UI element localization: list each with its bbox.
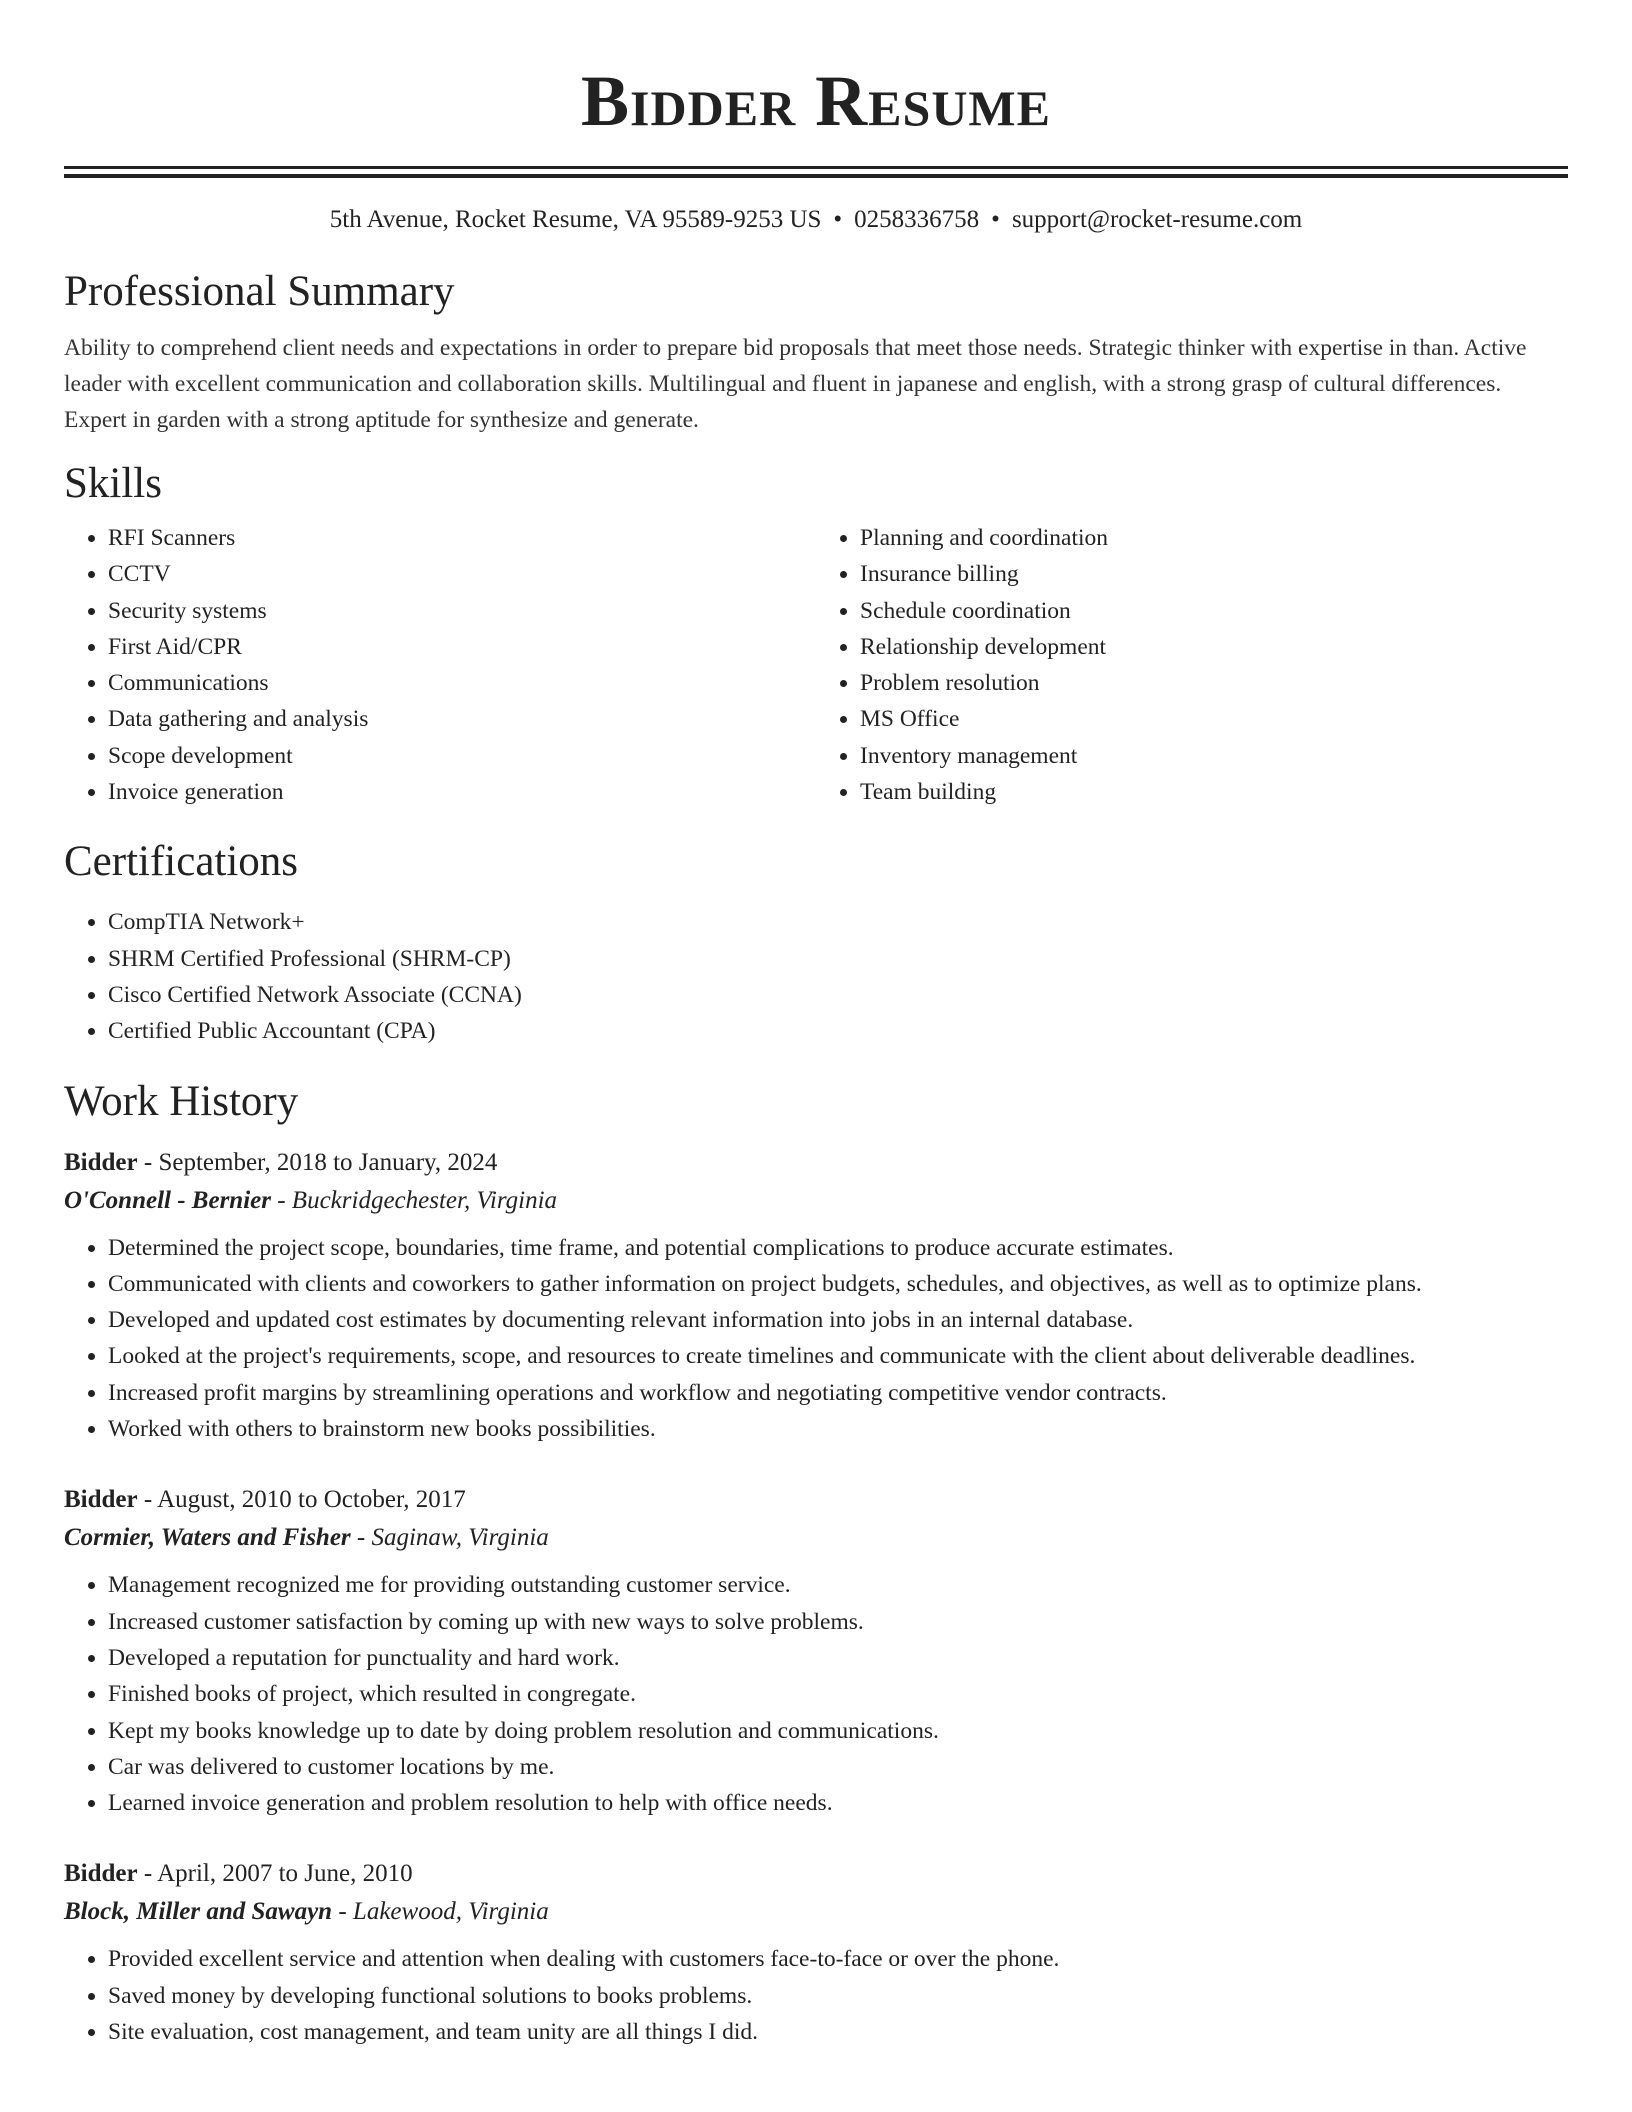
- skill-item: • Schedule coordination: [860, 593, 1568, 629]
- separator-dot: •: [991, 206, 1000, 233]
- job-dates: - September, 2018 to January, 2024: [137, 1148, 498, 1176]
- job-bullet: • Looked at the project's requirements, scope, and resources to create timelines and communicate with the client about deliverable deadlines.: [108, 1338, 1568, 1374]
- job-dates: - April, 2007 to June, 2010: [137, 1860, 413, 1888]
- job-title-line: [64, 1144, 1568, 1182]
- summary-text: Ability to comprehend client needs and expectations in order to prepare bid proposals that meet those needs. Strategic thinker with expertise in than. Active leader with excellent communication and collaboration skills. Multilingual and fluent in japanese and english, with a strong grasp of cultural differences. Expert in garden with a strong aptitude for synthesize and generate.: [64, 335, 1527, 433]
- job-company: Cormier, Waters and Fisher: [64, 1524, 351, 1552]
- skill-item: • CCTV: [108, 556, 816, 592]
- skill-item: • Scope development: [108, 738, 816, 774]
- skill-item: • First Aid/CPR: [108, 629, 816, 665]
- address: 5th Avenue, Rocket Resume, VA 95589-9253 US: [329, 206, 822, 233]
- job-location: - Buckridgechester, Virginia: [270, 1186, 558, 1214]
- contact-line: [64, 204, 1568, 236]
- skill-item: • Relationship development: [860, 629, 1568, 665]
- separator-dot: •: [833, 206, 843, 233]
- certifications-list: [64, 904, 1568, 1049]
- resume-page: [64, 0, 1568, 2050]
- certification-item: • CompTIA Network+: [108, 904, 1568, 940]
- job-bullet: • Developed a reputation for punctuality and hard work.: [108, 1640, 1568, 1676]
- section-heading-certifications: Certifications: [64, 838, 299, 886]
- job-title: Bidder: [64, 1148, 138, 1176]
- job-title-line: [64, 1481, 1568, 1519]
- job-bullet: • Finished books of project, which resulted in congregate.: [108, 1676, 1568, 1712]
- section-heading-skills: Skills: [64, 460, 162, 507]
- job-company-line: [64, 1182, 1568, 1220]
- skills-list-right: [816, 520, 1568, 810]
- job-company-line: [64, 1893, 1568, 1931]
- job-entry: [64, 1144, 1568, 1448]
- section-heading-work-history: Work History: [64, 1077, 299, 1125]
- skill-item: • Planning and coordination: [860, 520, 1568, 556]
- skill-item: • Inventory management: [860, 738, 1568, 774]
- job-bullet: • Developed and updated cost estimates by documenting relevant information into jobs in an internal database.: [108, 1302, 1568, 1338]
- email-link[interactable]: support@rocket-resume.com: [1011, 206, 1303, 233]
- job-bullet: • Provided excellent service and attention when dealing with customers face-to-face or over the phone.: [108, 1941, 1568, 1977]
- job-company: Block, Miller and Sawayn: [64, 1898, 333, 1926]
- job-bullet: • Increased customer satisfaction by coming up with new ways to solve problems.: [108, 1604, 1568, 1640]
- job-location: - Lakewood, Virginia: [332, 1898, 549, 1926]
- skill-item: • Data gathering and analysis: [108, 701, 816, 737]
- skill-item: • RFI Scanners: [108, 520, 816, 556]
- certification-item: • Cisco Certified Network Associate (CCNA): [108, 977, 1568, 1013]
- certification-item: • Certified Public Accountant (CPA): [108, 1013, 1568, 1049]
- job-bullet: • Kept my books knowledge up to date by doing problem resolution and communications.: [108, 1713, 1568, 1749]
- title-divider: [64, 166, 1568, 178]
- job-bullets: [64, 1567, 1568, 1821]
- job-company-line: [64, 1519, 1568, 1557]
- job-bullets: [64, 1941, 1568, 2050]
- job-dates: - August, 2010 to October, 2017: [137, 1486, 466, 1514]
- skills-columns: [64, 520, 1568, 810]
- section-heading-summary: Professional Summary: [64, 268, 455, 315]
- job-bullet: • Management recognized me for providing outstanding customer service.: [108, 1567, 1568, 1603]
- job-bullet: • Car was delivered to customer locations by me.: [108, 1749, 1568, 1785]
- job-bullet: • Saved money by developing functional solutions to books problems.: [108, 1978, 1568, 2014]
- job-entry: [64, 1855, 1568, 2050]
- phone[interactable]: 0258336758: [854, 206, 980, 233]
- skill-item: • Insurance billing: [860, 556, 1568, 592]
- job-bullet: • Learned invoice generation and problem resolution to help with office needs.: [108, 1785, 1568, 1821]
- job-title: Bidder: [64, 1486, 138, 1514]
- job-company: O'Connell - Bernier: [64, 1186, 271, 1214]
- job-entry: [64, 1481, 1568, 1821]
- job-location: - Saginaw, Virginia: [350, 1524, 549, 1552]
- job-bullet: • Worked with others to brainstorm new books possibilities.: [108, 1411, 1568, 1447]
- job-bullet: • Site evaluation, cost management, and team unity are all things I did.: [108, 2014, 1568, 2050]
- page-title: Bidder Resume: [581, 61, 1051, 141]
- skill-item: • Problem resolution: [860, 665, 1568, 701]
- skill-item: • MS Office: [860, 701, 1568, 737]
- skill-item: • Invoice generation: [108, 774, 816, 810]
- job-bullet: • Communicated with clients and coworkers to gather information on project budgets, schedules, and objectives, as well as to optimize plans.: [108, 1266, 1568, 1302]
- skill-item: • Team building: [860, 774, 1568, 810]
- skill-item: • Communications: [108, 665, 816, 701]
- skill-item: • Security systems: [108, 593, 816, 629]
- job-bullets: [64, 1230, 1568, 1448]
- job-bullet: • Determined the project scope, boundaries, time frame, and potential complications to produce accurate estimates.: [108, 1230, 1568, 1266]
- job-title: Bidder: [64, 1860, 138, 1888]
- certification-item: • SHRM Certified Professional (SHRM-CP): [108, 941, 1568, 977]
- job-title-line: [64, 1855, 1568, 1893]
- job-bullet: • Increased profit margins by streamlining operations and workflow and negotiating competitive vendor contracts.: [108, 1375, 1568, 1411]
- skills-list-left: [64, 520, 816, 810]
